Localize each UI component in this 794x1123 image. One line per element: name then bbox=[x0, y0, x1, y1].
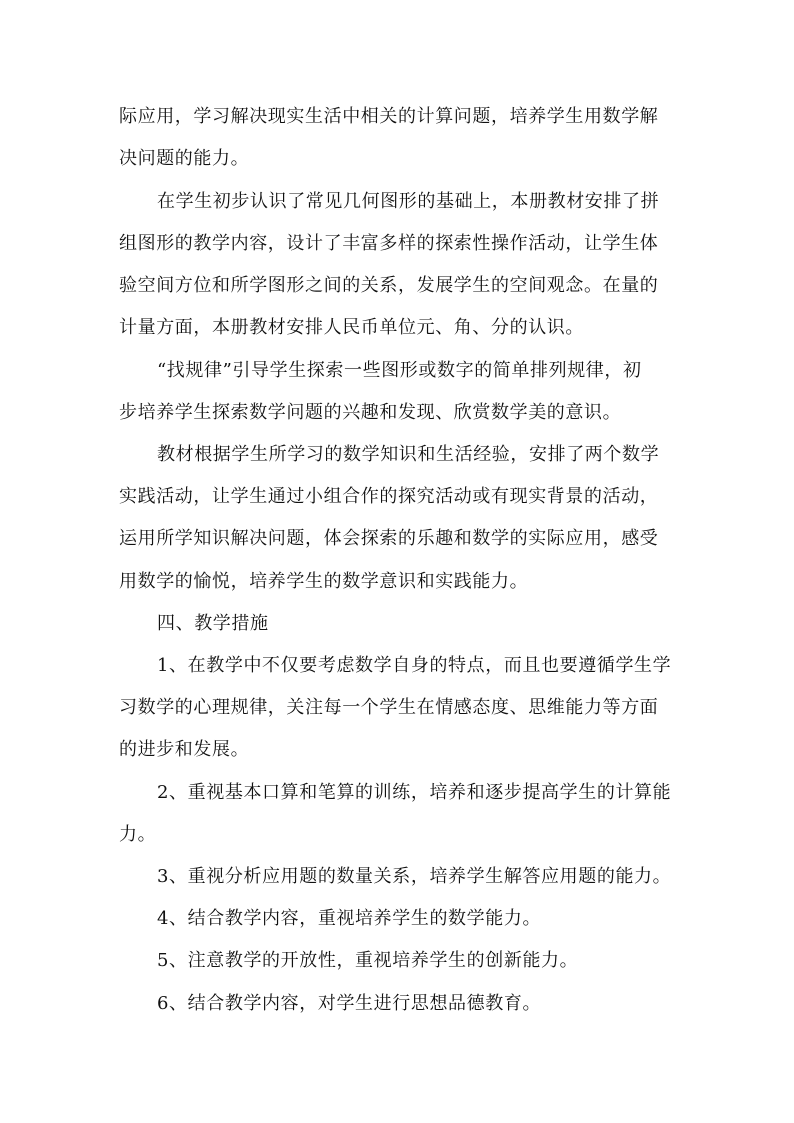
list-item: 6、结合教学内容，对学生进行思想品德教育。 bbox=[157, 993, 542, 1014]
section-heading: 四、教学措施 bbox=[157, 613, 269, 634]
text-line: 验空间方位和所学图形之间的关系，发展学生的空间观念。在量的 bbox=[119, 275, 659, 296]
text-line: 用数学的愉悦，培养学生的数学意识和实践能力。 bbox=[119, 571, 529, 592]
list-item: 1、在教学中不仅要考虑数学自身的特点，而且也要遵循学生学 bbox=[157, 655, 672, 676]
text-line: 步培养学生探索数学问题的兴趣和发现、欣赏数学美的意识。 bbox=[119, 402, 622, 423]
paragraph-start: 在学生初步认识了常见几何图形的基础上，本册教材安排了拼 bbox=[157, 191, 660, 212]
list-item: 5、注意教学的开放性，重视培养学生的创新能力。 bbox=[157, 950, 579, 971]
paragraph-start: “找规律”引导学生探索一些图形或数字的简单排列规律，初 bbox=[157, 360, 642, 381]
text-line: 力。 bbox=[119, 824, 157, 845]
text-line: 习数学的心理规律，关注每一个学生在情感态度、思维能力等方面 bbox=[119, 697, 659, 718]
list-item: 3、重视分析应用题的数量关系，培养学生解答应用题的能力。 bbox=[157, 866, 672, 887]
text-line: 组图形的教学内容，设计了丰富多样的探索性操作活动，让学生体 bbox=[119, 233, 659, 254]
text-line: 的进步和发展。 bbox=[119, 739, 250, 760]
text-line: 决问题的能力。 bbox=[119, 148, 250, 169]
list-item: 4、结合教学内容，重视培养学生的数学能力。 bbox=[157, 908, 542, 929]
paragraph-start: 教材根据学生所学习的数学知识和生活经验，安排了两个数学 bbox=[157, 444, 660, 465]
text-line: 运用所学知识解决问题，体会探索的乐趣和数学的实际应用，感受 bbox=[119, 528, 659, 549]
text-line: 计量方面，本册教材安排人民币单位元、角、分的认识。 bbox=[119, 317, 584, 338]
text-line: 际应用，学习解决现实生活中相关的计算问题，培养学生用数学解 bbox=[119, 106, 659, 127]
text-line: 实践活动，让学生通过小组合作的探究活动或有现实背景的活动， bbox=[119, 486, 659, 507]
list-item: 2、重视基本口算和笔算的训练，培养和逐步提高学生的计算能 bbox=[157, 782, 672, 803]
